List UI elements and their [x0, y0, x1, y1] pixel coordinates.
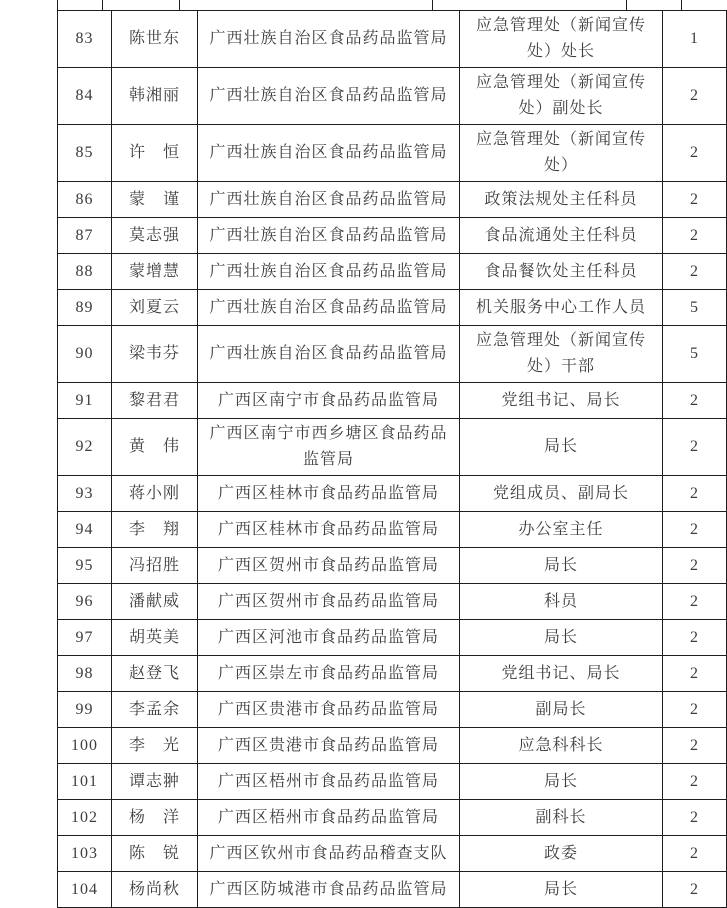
column-border-stub — [626, 0, 627, 10]
table-row — [58, 584, 727, 620]
cell-organization: 广西区崇左市食品药品监管局 — [198, 656, 460, 692]
cell-count: 2 — [663, 476, 727, 512]
cell-name: 刘夏云 — [112, 290, 198, 326]
cell-organization: 广西区防城港市食品药品监管局 — [198, 872, 460, 908]
cell-organization: 广西区南宁市西乡塘区食品药品监管局 — [198, 419, 460, 476]
cell-name: 李 光 — [112, 728, 198, 764]
cell-count: 2 — [663, 764, 727, 800]
cell-name: 陈 锐 — [112, 836, 198, 872]
cell-count: 2 — [663, 383, 727, 419]
cell-name: 许 恒 — [112, 125, 198, 182]
table-row — [58, 872, 727, 908]
cell-position: 局长 — [460, 620, 663, 656]
cell-organization: 广西区梧州市食品药品监管局 — [198, 764, 460, 800]
cell-name: 李 翔 — [112, 512, 198, 548]
cell-count: 2 — [663, 620, 727, 656]
cell-count: 2 — [663, 125, 727, 182]
cell-organization: 广西区贺州市食品药品监管局 — [198, 584, 460, 620]
cell-position: 局长 — [460, 872, 663, 908]
column-border-stub — [681, 0, 682, 10]
cell-index: 95 — [58, 548, 112, 584]
table-row — [58, 254, 727, 290]
cell-index: 101 — [58, 764, 112, 800]
cell-name: 蒋小刚 — [112, 476, 198, 512]
cell-position: 食品流通处主任科员 — [460, 218, 663, 254]
cell-index: 97 — [58, 620, 112, 656]
column-border-stub — [179, 0, 180, 10]
cell-index: 93 — [58, 476, 112, 512]
cell-position: 党组成员、副局长 — [460, 476, 663, 512]
cell-count: 2 — [663, 182, 727, 218]
cell-count: 2 — [663, 656, 727, 692]
cell-organization: 广西区贺州市食品药品监管局 — [198, 548, 460, 584]
personnel-table-body — [58, 11, 727, 908]
cell-index: 91 — [58, 383, 112, 419]
cell-index: 94 — [58, 512, 112, 548]
cell-position: 科员 — [460, 584, 663, 620]
cell-count: 2 — [663, 68, 727, 125]
cell-index: 85 — [58, 125, 112, 182]
cell-organization: 广西区桂林市食品药品监管局 — [198, 476, 460, 512]
cell-organization: 广西壮族自治区食品药品监管局 — [198, 182, 460, 218]
cell-count: 2 — [663, 584, 727, 620]
table-row — [58, 383, 727, 419]
cell-position: 办公室主任 — [460, 512, 663, 548]
cell-organization: 广西区南宁市食品药品监管局 — [198, 383, 460, 419]
cell-name: 梁韦芬 — [112, 326, 198, 383]
column-border-stub — [432, 0, 433, 10]
cell-organization: 广西壮族自治区食品药品监管局 — [198, 11, 460, 68]
cell-count: 2 — [663, 254, 727, 290]
table-row — [58, 656, 727, 692]
cell-name: 杨 洋 — [112, 800, 198, 836]
table-row — [58, 620, 727, 656]
cell-index: 84 — [58, 68, 112, 125]
cell-position: 应急管理处（新闻宣传处）处长 — [460, 11, 663, 68]
cell-count: 2 — [663, 728, 727, 764]
cell-name: 黎君君 — [112, 383, 198, 419]
table-row — [58, 476, 727, 512]
table-row — [58, 692, 727, 728]
table-row — [58, 419, 727, 476]
cell-count: 2 — [663, 548, 727, 584]
cell-position: 政策法规处主任科员 — [460, 182, 663, 218]
cell-name: 蒙增慧 — [112, 254, 198, 290]
table-row — [58, 512, 727, 548]
cell-count: 5 — [663, 290, 727, 326]
cell-position: 党组书记、局长 — [460, 383, 663, 419]
cell-name: 莫志强 — [112, 218, 198, 254]
cell-index: 88 — [58, 254, 112, 290]
cell-position: 局长 — [460, 548, 663, 584]
table-row — [58, 548, 727, 584]
cell-organization: 广西壮族自治区食品药品监管局 — [198, 68, 460, 125]
cell-index: 103 — [58, 836, 112, 872]
cell-position: 副科长 — [460, 800, 663, 836]
table-row — [58, 836, 727, 872]
cell-index: 92 — [58, 419, 112, 476]
cell-name: 冯招胜 — [112, 548, 198, 584]
cell-organization: 广西区梧州市食品药品监管局 — [198, 800, 460, 836]
cell-name: 谭志翀 — [112, 764, 198, 800]
cell-organization: 广西壮族自治区食品药品监管局 — [198, 254, 460, 290]
table-row — [58, 68, 727, 125]
cell-organization: 广西区贵港市食品药品监管局 — [198, 692, 460, 728]
page-top-table-continuation — [57, 0, 682, 10]
cell-name: 潘献威 — [112, 584, 198, 620]
cell-organization: 广西区河池市食品药品监管局 — [198, 620, 460, 656]
column-border-stub — [57, 0, 58, 10]
cell-position: 应急管理处（新闻宣传处）副处长 — [460, 68, 663, 125]
cell-index: 98 — [58, 656, 112, 692]
cell-count: 1 — [663, 11, 727, 68]
table-row — [58, 764, 727, 800]
cell-name: 蒙 谨 — [112, 182, 198, 218]
cell-name: 胡英美 — [112, 620, 198, 656]
cell-count: 2 — [663, 800, 727, 836]
cell-name: 陈世东 — [112, 11, 198, 68]
cell-organization: 广西壮族自治区食品药品监管局 — [198, 326, 460, 383]
cell-position: 食品餐饮处主任科员 — [460, 254, 663, 290]
table-row — [58, 182, 727, 218]
cell-position: 应急管理处（新闻宣传处） — [460, 125, 663, 182]
cell-organization: 广西壮族自治区食品药品监管局 — [198, 290, 460, 326]
cell-index: 102 — [58, 800, 112, 836]
cell-count: 2 — [663, 218, 727, 254]
cell-name: 李孟余 — [112, 692, 198, 728]
cell-count: 2 — [663, 512, 727, 548]
cell-index: 89 — [58, 290, 112, 326]
cell-position: 应急科科长 — [460, 728, 663, 764]
cell-organization: 广西壮族自治区食品药品监管局 — [198, 125, 460, 182]
table-row — [58, 218, 727, 254]
cell-position: 副局长 — [460, 692, 663, 728]
cell-name: 黄 伟 — [112, 419, 198, 476]
personnel-table-container — [57, 0, 727, 908]
cell-index: 83 — [58, 11, 112, 68]
cell-organization: 广西区钦州市食品药品稽查支队 — [198, 836, 460, 872]
cell-position: 党组书记、局长 — [460, 656, 663, 692]
cell-position: 政委 — [460, 836, 663, 872]
cell-count: 2 — [663, 872, 727, 908]
cell-index: 90 — [58, 326, 112, 383]
cell-name: 杨尚秋 — [112, 872, 198, 908]
cell-position: 局长 — [460, 419, 663, 476]
cell-index: 87 — [58, 218, 112, 254]
table-row — [58, 11, 727, 68]
cell-position: 机关服务中心工作人员 — [460, 290, 663, 326]
cell-count: 2 — [663, 692, 727, 728]
cell-count: 2 — [663, 419, 727, 476]
cell-index: 86 — [58, 182, 112, 218]
cell-organization: 广西区贵港市食品药品监管局 — [198, 728, 460, 764]
cell-name: 韩湘丽 — [112, 68, 198, 125]
cell-index: 100 — [58, 728, 112, 764]
cell-count: 2 — [663, 836, 727, 872]
cell-index: 104 — [58, 872, 112, 908]
personnel-table — [57, 10, 727, 908]
cell-position: 应急管理处（新闻宣传处）干部 — [460, 326, 663, 383]
cell-organization: 广西区桂林市食品药品监管局 — [198, 512, 460, 548]
cell-organization: 广西壮族自治区食品药品监管局 — [198, 218, 460, 254]
cell-name: 赵登飞 — [112, 656, 198, 692]
table-row — [58, 326, 727, 383]
table-row — [58, 728, 727, 764]
table-row — [58, 125, 727, 182]
column-border-stub — [102, 0, 103, 10]
table-row — [58, 800, 727, 836]
cell-count: 5 — [663, 326, 727, 383]
cell-index: 96 — [58, 584, 112, 620]
cell-position: 局长 — [460, 764, 663, 800]
table-row — [58, 290, 727, 326]
cell-index: 99 — [58, 692, 112, 728]
